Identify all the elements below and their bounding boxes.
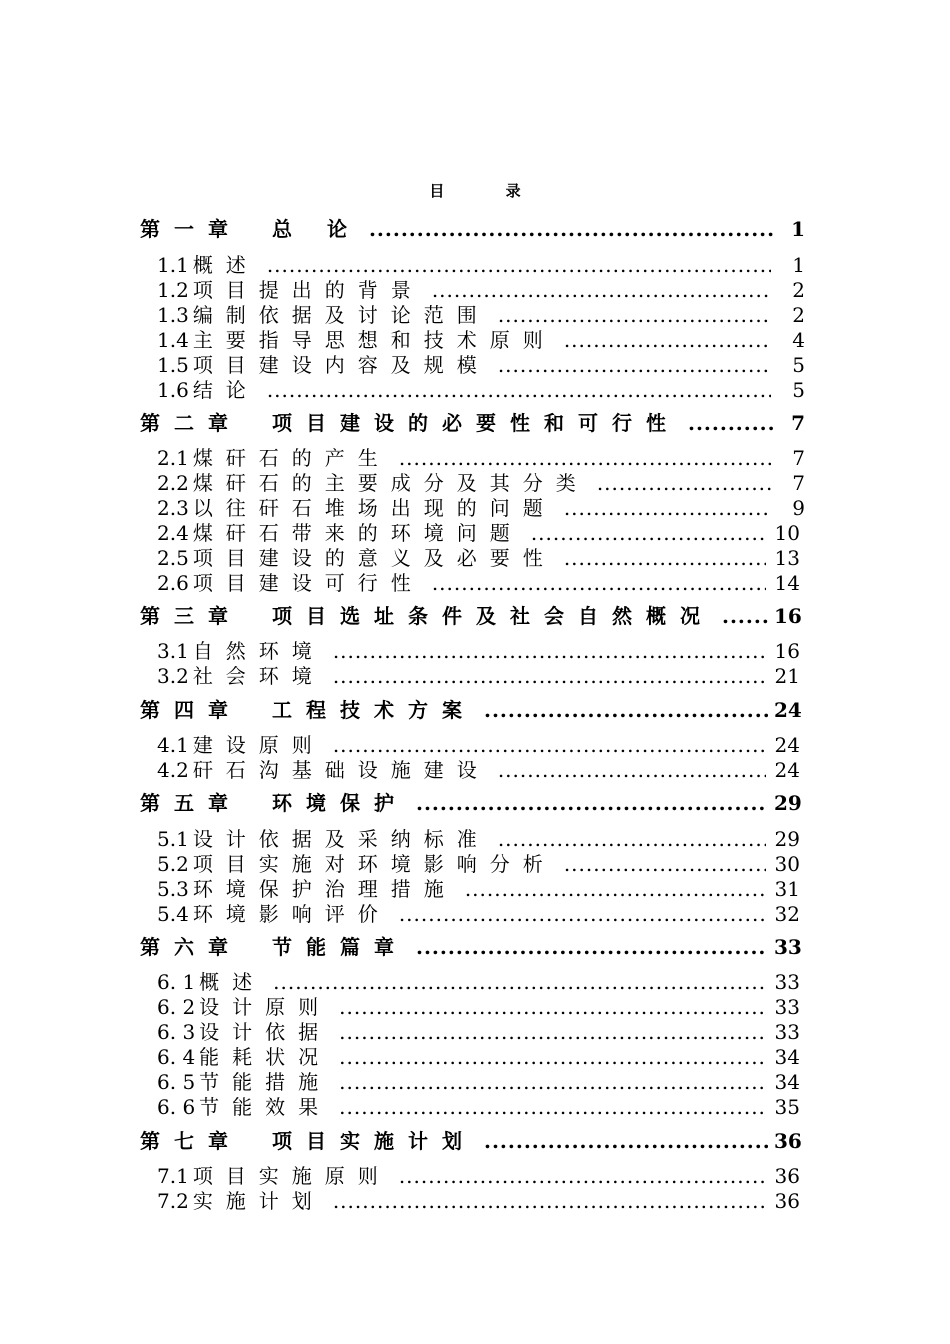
dot-leader [484,1131,768,1151]
section-title: 概述 [199,970,266,994]
section-number: 1.6 [157,378,189,402]
toc-section-entry[interactable] [157,573,800,593]
dot-leader [333,666,766,686]
page-number: 1 [791,217,805,241]
section-title: 设计依据及采纳标准 [192,827,490,851]
page-number: 16 [774,639,800,663]
page-number: 36 [774,1164,800,1188]
dot-leader [498,829,766,849]
dot-leader [333,735,766,755]
toc-chapter-entry[interactable] [140,1131,800,1151]
section-number: 5.2 [157,852,189,876]
page-number: 5 [792,353,805,377]
page-number: 24 [774,758,800,782]
page-number: 33 [774,970,800,994]
toc-chapter-entry[interactable] [140,793,800,813]
section-number: 6. 4 [157,1045,196,1069]
toc-section-entry[interactable] [157,854,800,874]
chapter-title: 项目选址条件及社会自然概况 [272,604,714,628]
toc-section-entry[interactable] [157,280,805,300]
toc-section-entry[interactable] [157,1047,800,1067]
dot-leader [498,305,771,325]
section-title: 概述 [192,253,259,277]
section-title: 主要指导思想和技术原则 [192,328,556,352]
dot-leader [339,1047,766,1067]
section-title: 项目建设内容及规模 [192,353,490,377]
page-number: 36 [774,1189,800,1213]
toc-section-entry[interactable] [157,879,800,899]
page-number: 33 [774,1020,800,1044]
section-title: 煤矸石的主要成分及其分类 [192,471,589,495]
toc-section-entry[interactable] [157,666,800,686]
chapter-title: 工程技术方案 [272,698,476,722]
section-title: 建设原则 [192,733,325,757]
dot-leader [564,498,771,518]
chapter-title: 项目建设的必要性和可行性 [272,411,680,435]
page-number: 24 [774,698,802,722]
toc-section-entry[interactable] [157,1072,800,1092]
toc-section-entry[interactable] [157,1022,800,1042]
toc-section-entry[interactable] [157,448,805,468]
page-number: 16 [774,604,802,628]
dot-leader [267,380,771,400]
dot-leader [339,1072,766,1092]
section-title: 能耗状况 [199,1045,332,1069]
dot-leader [339,997,766,1017]
page-number: 5 [792,378,805,402]
chapter-number: 第二章 [140,411,242,435]
toc-section-entry[interactable] [157,1097,800,1117]
toc-section-entry[interactable] [157,330,805,350]
dot-leader [273,972,766,992]
section-title: 自然环境 [192,639,325,663]
dot-leader [416,937,768,957]
dot-leader [399,448,771,468]
section-number: 2.4 [157,521,189,545]
chapter-number: 第六章 [140,935,242,959]
dot-leader [465,879,766,899]
page-number: 4 [792,328,805,352]
section-number: 6. 6 [157,1095,196,1119]
page-number: 14 [774,571,800,595]
page-number: 29 [774,791,802,815]
section-number: 6. 5 [157,1070,196,1094]
section-title: 结论 [192,378,259,402]
dot-leader [333,641,766,661]
dot-leader [267,255,771,275]
page-number: 36 [774,1129,802,1153]
section-title: 节能效果 [199,1095,332,1119]
chapter-number: 第五章 [140,791,242,815]
section-number: 6. 3 [157,1020,196,1044]
section-number: 2.6 [157,571,189,595]
page-number: 34 [774,1070,800,1094]
section-title: 项目提出的背景 [192,278,424,302]
page-number: 9 [792,496,805,520]
page-number: 35 [774,1095,800,1119]
chapter-number: 第七章 [140,1129,242,1153]
toc-title: 目 录 [429,182,549,200]
section-title: 以往矸石堆场出现的问题 [192,496,556,520]
toc-section-entry[interactable] [157,498,805,518]
section-title: 环境保护治理措施 [192,877,457,901]
section-number: 5.4 [157,902,189,926]
section-title: 编制依据及讨论范围 [192,303,490,327]
section-number: 1.5 [157,353,189,377]
section-number: 3.1 [157,639,189,663]
toc-section-entry[interactable] [157,997,800,1017]
section-title: 社会环境 [192,664,325,688]
page-number: 7 [791,411,805,435]
section-number: 5.1 [157,827,189,851]
toc-chapter-entry[interactable] [140,219,805,239]
dot-leader [399,1166,766,1186]
dot-leader [432,280,771,300]
dot-leader [432,573,766,593]
section-number: 2.1 [157,446,189,470]
chapter-number: 第一章 [140,217,242,241]
toc-section-entry[interactable] [157,829,800,849]
page-number: 7 [792,446,805,470]
page-number: 7 [792,471,805,495]
toc-section-entry[interactable] [157,972,800,992]
dot-leader [722,606,768,626]
toc-section-entry[interactable] [157,355,805,375]
section-number: 6. 2 [157,995,196,1019]
section-title: 实施计划 [192,1189,325,1213]
section-number: 2.3 [157,496,189,520]
section-title: 项目实施原则 [192,1164,391,1188]
toc-section-entry[interactable] [157,523,800,543]
page-number: 2 [792,278,805,302]
section-number: 1.1 [157,253,189,277]
page-number: 13 [774,546,800,570]
section-number: 7.1 [157,1164,189,1188]
dot-leader [597,473,771,493]
page-number: 32 [774,902,800,926]
section-number: 4.2 [157,758,189,782]
toc-section-entry[interactable] [157,735,800,755]
toc-chapter-entry[interactable] [140,413,805,433]
section-title: 煤矸石的产生 [192,446,391,470]
toc-section-entry[interactable] [157,255,805,275]
section-title: 节能措施 [199,1070,332,1094]
page-number: 29 [774,827,800,851]
toc-section-entry[interactable] [157,641,800,661]
page-number: 1 [792,253,805,277]
toc-section-entry[interactable] [157,473,805,493]
section-number: 5.3 [157,877,189,901]
chapter-number: 第三章 [140,604,242,628]
section-number: 6. 1 [157,970,196,994]
section-title: 项目建设可行性 [192,571,424,595]
section-number: 1.3 [157,303,189,327]
toc-section-entry[interactable] [157,1191,800,1211]
dot-leader [399,904,766,924]
page-number: 30 [774,852,800,876]
section-number: 1.2 [157,278,189,302]
toc-section-entry[interactable] [157,305,805,325]
page-number: 33 [774,995,800,1019]
section-title: 矸石沟基础设施建设 [192,758,490,782]
toc-chapter-entry[interactable] [140,700,800,720]
section-title: 项目建设的意义及必要性 [192,546,556,570]
page-number: 10 [774,521,800,545]
dot-leader [564,548,766,568]
dot-leader [688,413,773,433]
section-title: 煤矸石带来的环境问题 [192,521,523,545]
toc-chapter-entry[interactable] [140,937,800,957]
page-number: 33 [774,935,802,959]
toc-section-entry[interactable] [157,760,800,780]
section-number: 4.1 [157,733,189,757]
dot-leader [333,1191,766,1211]
section-number: 3.2 [157,664,189,688]
chapter-title: 总 论 [272,217,361,241]
page-number: 2 [792,303,805,327]
section-number: 1.4 [157,328,189,352]
chapter-title: 节能篇章 [272,935,408,959]
chapter-number: 第四章 [140,698,242,722]
dot-leader [498,760,766,780]
chapter-title: 项目实施计划 [272,1129,476,1153]
section-number: 2.5 [157,546,189,570]
page-number: 34 [774,1045,800,1069]
toc-section-entry[interactable] [157,1166,800,1186]
toc-section-entry[interactable] [157,548,800,568]
dot-leader [564,854,766,874]
section-number: 7.2 [157,1189,189,1213]
dot-leader [498,355,771,375]
section-title: 项目实施对环境影响分析 [192,852,556,876]
page-number: 31 [774,877,800,901]
section-title: 环境影响评价 [192,902,391,926]
dot-leader [369,219,773,239]
dot-leader [564,330,771,350]
section-number: 2.2 [157,471,189,495]
toc-chapter-entry[interactable] [140,606,800,626]
dot-leader [339,1097,766,1117]
page-number: 24 [774,733,800,757]
page-number: 21 [774,664,800,688]
toc-section-entry[interactable] [157,904,800,924]
chapter-title: 环境保护 [272,791,408,815]
dot-leader [531,523,766,543]
toc-section-entry[interactable] [157,380,805,400]
section-title: 设计原则 [199,995,332,1019]
dot-leader [416,793,768,813]
dot-leader [484,700,768,720]
section-title: 设计依据 [199,1020,332,1044]
dot-leader [339,1022,766,1042]
